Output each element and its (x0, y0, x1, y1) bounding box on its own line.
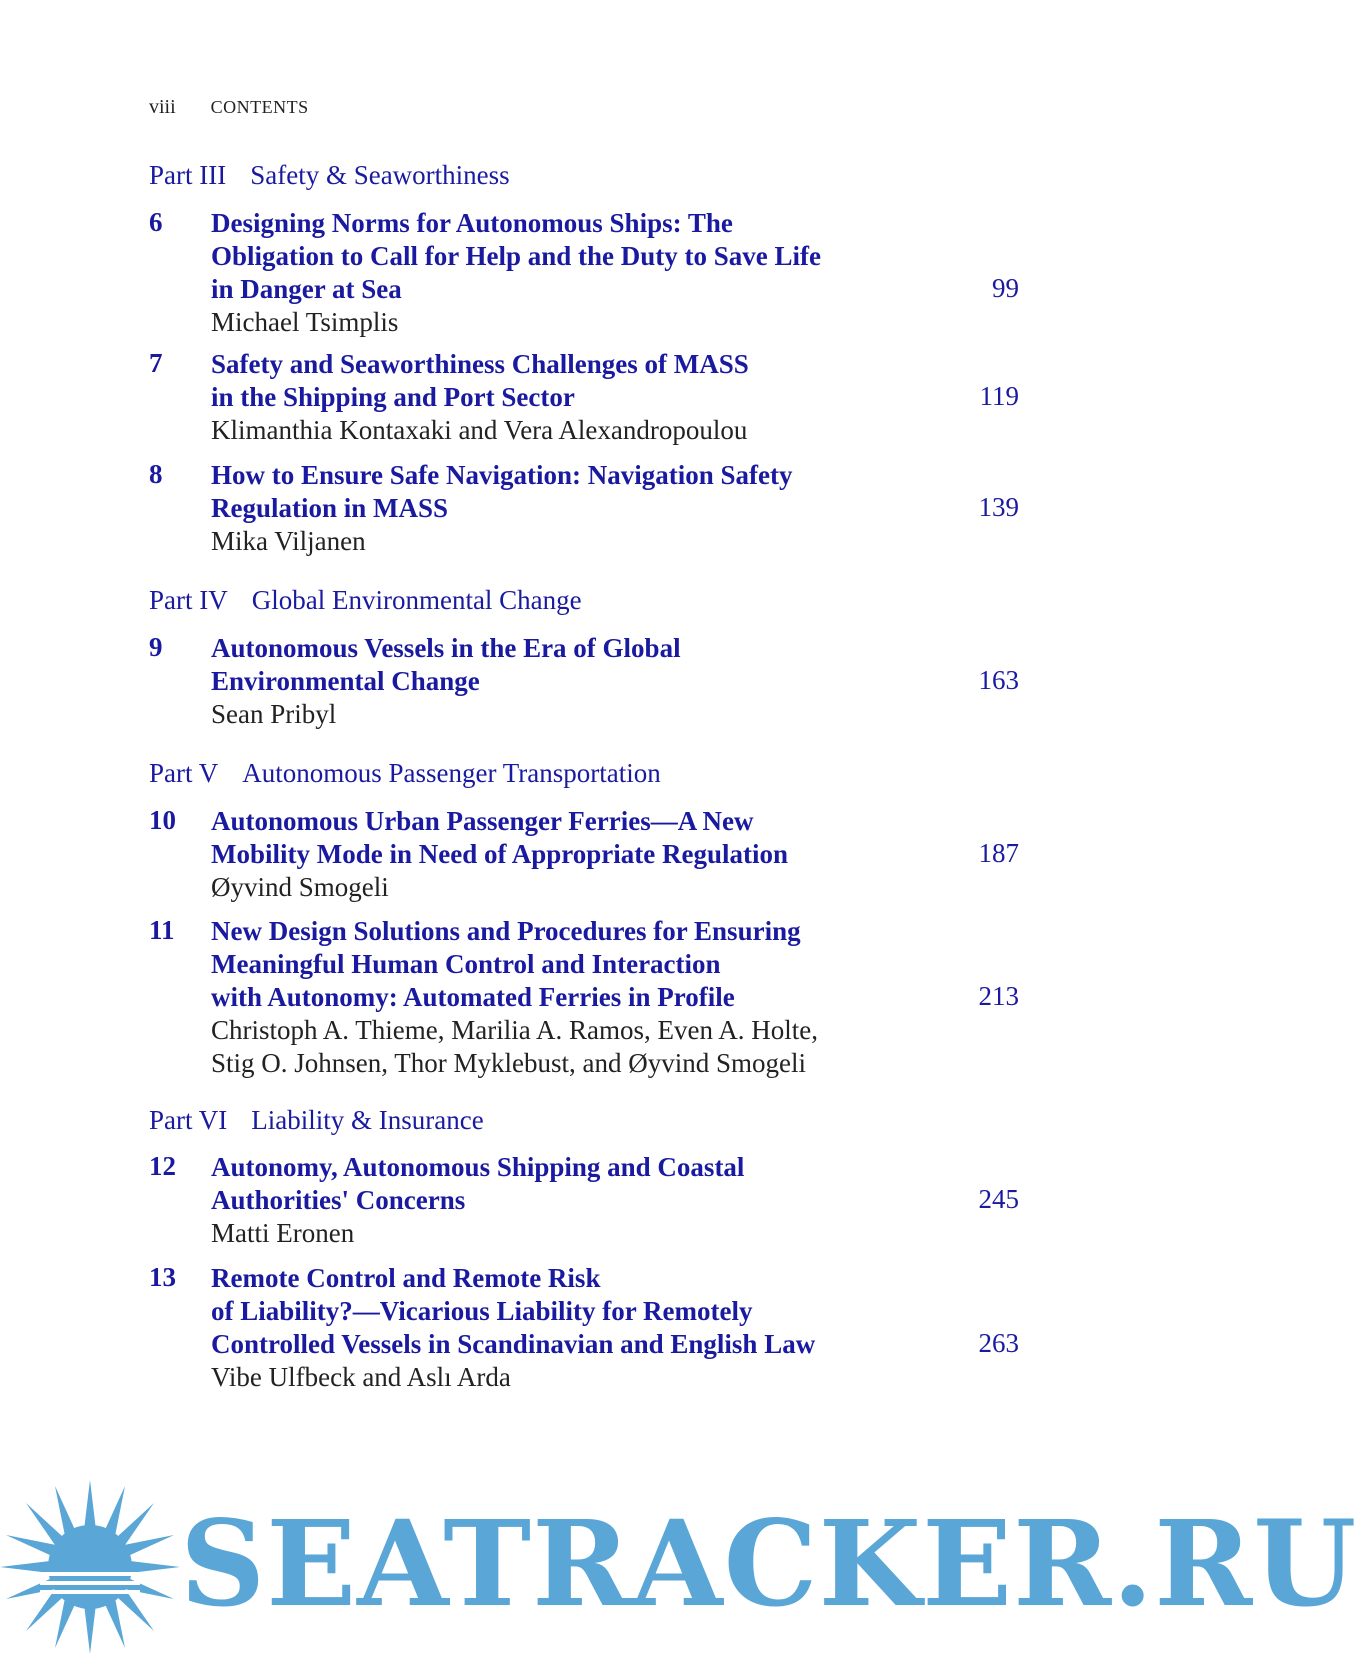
chapter-number: 12 (149, 1151, 176, 1181)
chapter-title[interactable]: Remote Control and Remote Risk of Liability?—Vicarious Liability for Remotely Controlled Vessels in Scandinavian and English Law (211, 1263, 816, 1359)
chapter-authors: Christoph A. Thieme, Marilia A. Ramos, Even A. Holte, Stig O. Johnsen, Thor Myklebust, and Øyvind Smogeli (211, 1015, 818, 1078)
part-heading-iii[interactable] (149, 160, 510, 191)
chapter-page[interactable]: 263 (978, 1328, 1019, 1358)
chapter-page[interactable]: 187 (978, 838, 1019, 868)
chapter-page[interactable]: 213 (978, 981, 1019, 1011)
chapter-title[interactable]: Autonomous Urban Passenger Ferries—A New Mobility Mode in Need of Appropriate Regulation (211, 806, 788, 869)
part-label: Part III (149, 160, 227, 190)
part-heading-iv[interactable] (149, 585, 582, 616)
chapter-authors: Øyvind Smogeli (211, 872, 389, 902)
part-label: Part IV (149, 585, 228, 615)
chapter-authors: Vibe Ulfbeck and Aslı Arda (211, 1362, 511, 1392)
part-heading-v[interactable] (149, 758, 661, 789)
running-head (149, 96, 309, 119)
chapter-number: 7 (149, 348, 163, 378)
watermark (0, 1480, 1357, 1654)
page-number: viii (149, 96, 176, 118)
chapter-page[interactable]: 139 (978, 492, 1019, 522)
part-label: Part VI (149, 1105, 228, 1135)
chapter-number: 13 (149, 1262, 176, 1292)
chapter-number: 8 (149, 459, 163, 489)
chapter-authors: Sean Pribyl (211, 699, 337, 729)
chapter-title[interactable]: How to Ensure Safe Navigation: Navigation Safety Regulation in MASS (211, 460, 793, 523)
chapter-authors: Klimanthia Kontaxaki and Vera Alexandropoulou (211, 415, 748, 445)
chapter-authors: Matti Eronen (211, 1218, 355, 1248)
sun-logo-icon (0, 1480, 180, 1654)
part-title: Autonomous Passenger Transportation (242, 758, 661, 788)
chapter-authors: Michael Tsimplis (211, 307, 399, 337)
chapter-page[interactable]: 163 (978, 665, 1019, 695)
chapter-number: 10 (149, 805, 176, 835)
chapter-page[interactable]: 245 (978, 1184, 1019, 1214)
chapter-number: 11 (149, 915, 175, 945)
chapter-number: 6 (149, 207, 163, 237)
chapter-title[interactable]: Designing Norms for Autonomous Ships: The Obligation to Call for Help and the Duty to Save Life in Danger at Sea (211, 208, 822, 304)
chapter-authors: Mika Viljanen (211, 526, 366, 556)
watermark-text: SEATRACKER.RU (180, 1494, 1357, 1633)
part-title: Safety & Seaworthiness (250, 160, 510, 190)
chapter-page[interactable]: 99 (992, 273, 1019, 303)
chapter-title[interactable]: Autonomous Vessels in the Era of Global Environmental Change (211, 633, 681, 696)
chapter-title[interactable]: New Design Solutions and Procedures for Ensuring Meaningful Human Control and Interaction with Autonomy: Automated Ferries in Profile (211, 916, 801, 1012)
part-heading-vi[interactable] (149, 1105, 484, 1136)
running-head-title: CONTENTS (210, 97, 309, 117)
part-label: Part V (149, 758, 219, 788)
chapter-number: 9 (149, 632, 163, 662)
chapter-page[interactable]: 119 (979, 381, 1019, 411)
part-title: Liability & Insurance (251, 1105, 484, 1135)
chapter-title[interactable]: Safety and Seaworthiness Challenges of MASS in the Shipping and Port Sector (211, 349, 749, 412)
chapter-title[interactable]: Autonomy, Autonomous Shipping and Coastal Authorities' Concerns (211, 1152, 745, 1215)
part-title: Global Environmental Change (251, 585, 582, 615)
